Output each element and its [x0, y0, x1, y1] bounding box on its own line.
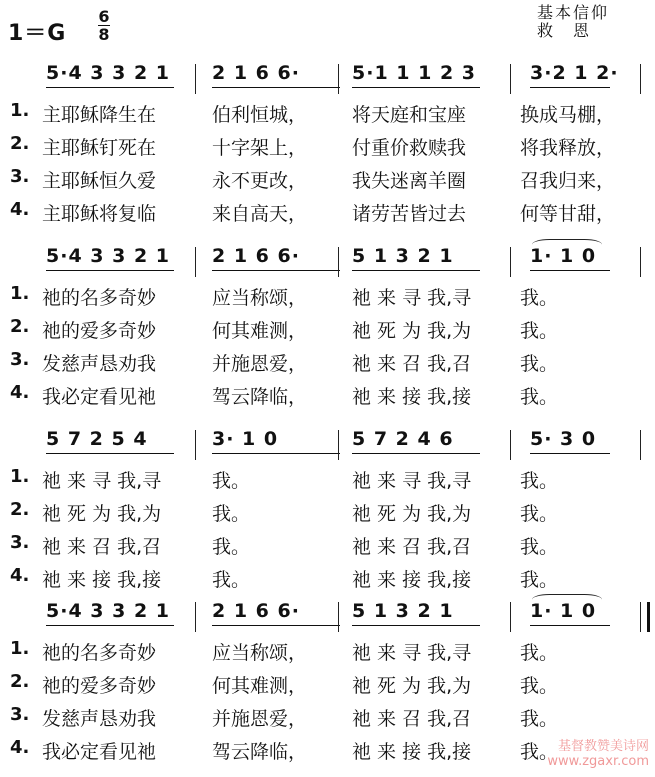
verse-number: 3. — [10, 166, 30, 187]
lyric-phrase: 祂 死 为 我,为 — [352, 320, 472, 342]
eighth-note-underline — [212, 270, 340, 271]
barline — [338, 247, 339, 277]
lyric-phrase: 何等甘甜， — [520, 203, 616, 225]
credit-category: 基本信仰 — [537, 3, 610, 22]
lyric-phrase: 换成马棚， — [520, 104, 616, 126]
verse-number: 4. — [10, 565, 30, 586]
tie-slur — [532, 594, 602, 605]
lyric-phrase: 我。 — [520, 642, 559, 664]
barline — [640, 430, 641, 460]
lyric-phrase: 祂 死 为 我,为 — [352, 503, 472, 525]
verse-number: 4. — [10, 737, 30, 758]
measure-notes: 5·4 3 3 2 1 — [46, 62, 170, 84]
verse-number: 1. — [10, 638, 30, 659]
eighth-note-underline — [46, 87, 174, 88]
time-signature-bottom: 8 — [98, 25, 110, 44]
barline — [510, 64, 511, 94]
measure-notes: 5 1 3 2 1 — [352, 245, 454, 267]
eighth-note-underline — [212, 87, 340, 88]
measure-notes: 5·1 1 1 2 3 — [352, 62, 476, 84]
key-signature: 1＝G — [8, 21, 67, 46]
lyric-phrase: 我。 — [520, 503, 559, 525]
lyric-phrase: 祂 来 接 我,接 — [42, 569, 162, 591]
lyric-phrase: 我。 — [520, 536, 559, 558]
barline — [640, 602, 641, 632]
barline — [640, 64, 641, 94]
lyric-phrase: 主耶稣将复临 — [42, 203, 157, 225]
eighth-note-underline — [352, 625, 480, 626]
lyric-phrase: 祂 来 接 我,接 — [352, 741, 472, 763]
verse-number: 2. — [10, 671, 30, 692]
lyric-phrase: 我。 — [212, 569, 251, 591]
eighth-note-underline — [530, 453, 610, 454]
lyric-phrase: 召我归来， — [520, 170, 616, 192]
lyric-phrase: 驾云降临， — [212, 741, 308, 763]
lyric-phrase: 祂 来 召 我,召 — [42, 536, 162, 558]
barline — [338, 602, 339, 632]
verse-number: 3. — [10, 704, 30, 725]
barline — [195, 430, 196, 460]
lyric-phrase: 应当称颂， — [212, 642, 308, 664]
lyric-phrase: 我。 — [520, 470, 559, 492]
barline — [195, 247, 196, 277]
measure-notes: 5·4 3 3 2 1 — [46, 600, 170, 622]
verse-number: 4. — [10, 199, 30, 220]
lyric-phrase: 祂 来 召 我,召 — [352, 353, 472, 375]
barline — [510, 247, 511, 277]
tie-slur — [532, 239, 602, 250]
barline — [640, 247, 641, 277]
lyric-phrase: 我必定看见祂 — [42, 741, 157, 763]
eighth-note-underline — [530, 625, 610, 626]
lyric-phrase: 主耶稣钉死在 — [42, 137, 157, 159]
verse-number: 2. — [10, 316, 30, 337]
lyric-phrase: 祂的名多奇妙 — [42, 287, 157, 309]
lyric-phrase: 将天庭和宝座 — [352, 104, 467, 126]
lyric-phrase: 祂的爱多奇妙 — [42, 675, 157, 697]
lyric-phrase: 十字架上， — [212, 137, 308, 159]
verse-number: 2. — [10, 499, 30, 520]
verse-number: 3. — [10, 349, 30, 370]
barline — [195, 602, 196, 632]
barline — [195, 64, 196, 94]
eighth-note-underline — [530, 87, 610, 88]
lyric-phrase: 祂 来 寻 我,寻 — [352, 470, 472, 492]
barline — [338, 430, 339, 460]
lyric-phrase: 应当称颂， — [212, 287, 308, 309]
eighth-note-underline — [530, 270, 610, 271]
lyric-phrase: 我。 — [212, 503, 251, 525]
lyric-phrase: 我。 — [212, 470, 251, 492]
verse-number: 3. — [10, 532, 30, 553]
credit-subcategory: 救 恩 — [537, 21, 592, 40]
eighth-note-underline — [46, 453, 174, 454]
barline — [510, 430, 511, 460]
verse-number: 2. — [10, 133, 30, 154]
lyric-phrase: 祂 来 接 我,接 — [352, 569, 472, 591]
lyric-phrase: 我。 — [520, 320, 559, 342]
lyric-phrase: 伯利恒城， — [212, 104, 308, 126]
lyric-phrase: 我。 — [520, 569, 559, 591]
barline — [510, 602, 511, 632]
lyric-phrase: 来自高天， — [212, 203, 308, 225]
final-barline — [647, 602, 650, 632]
measure-notes: 1· 1 0 — [530, 245, 597, 267]
eighth-note-underline — [352, 453, 480, 454]
measure-notes: 3· 1 0 — [212, 428, 279, 450]
watermark — [547, 739, 649, 769]
lyric-phrase: 祂的名多奇妙 — [42, 642, 157, 664]
lyric-phrase: 祂 来 接 我,接 — [352, 386, 472, 408]
verse-number: 1. — [10, 100, 30, 121]
watermark-url: www.zgaxr.com — [547, 754, 649, 769]
lyric-phrase: 祂 死 为 我,为 — [352, 675, 472, 697]
measure-notes: 5·4 3 3 2 1 — [46, 245, 170, 267]
measure-notes: 2 1 6 6· — [212, 245, 300, 267]
lyric-phrase: 主耶稣恒久爱 — [42, 170, 157, 192]
measure-notes: 5 7 2 5 4 — [46, 428, 148, 450]
eighth-note-underline — [352, 87, 480, 88]
eighth-note-underline — [212, 453, 340, 454]
barline — [338, 64, 339, 94]
measure-notes: 5 7 2 4 6 — [352, 428, 454, 450]
measure-notes: 2 1 6 6· — [212, 600, 300, 622]
lyric-phrase: 我。 — [520, 708, 559, 730]
measure-notes: 3·2 1 2· — [530, 62, 619, 84]
measure-notes: 5 1 3 2 1 — [352, 600, 454, 622]
lyric-phrase: 我。 — [520, 353, 559, 375]
lyric-phrase: 我。 — [520, 386, 559, 408]
lyric-phrase: 驾云降临， — [212, 386, 308, 408]
lyric-phrase: 何其难测， — [212, 320, 308, 342]
lyric-phrase: 祂 来 寻 我,寻 — [42, 470, 162, 492]
lyric-phrase: 我。 — [520, 675, 559, 697]
lyric-phrase: 付重价救赎我 — [352, 137, 467, 159]
verse-number: 4. — [10, 382, 30, 403]
eighth-note-underline — [46, 270, 174, 271]
lyric-phrase: 我必定看见祂 — [42, 386, 157, 408]
lyric-phrase: 并施恩爱， — [212, 708, 308, 730]
lyric-phrase: 诸劳苦皆过去 — [352, 203, 467, 225]
verse-number: 1. — [10, 466, 30, 487]
lyric-phrase: 祂 死 为 我,为 — [42, 503, 162, 525]
lyric-phrase: 我。 — [520, 741, 559, 763]
lyric-phrase: 祂 来 召 我,召 — [352, 708, 472, 730]
lyric-phrase: 发慈声恳劝我 — [42, 353, 157, 375]
watermark-site-name: 基督教赞美诗网 — [557, 739, 649, 754]
lyric-phrase: 我失迷离羊圈 — [352, 170, 467, 192]
lyric-phrase: 何其难测， — [212, 675, 308, 697]
time-signature — [97, 8, 111, 43]
eighth-note-underline — [352, 270, 480, 271]
measure-notes: 2 1 6 6· — [212, 62, 300, 84]
measure-notes: 1· 1 0 — [530, 600, 597, 622]
measure-notes: 5· 3 0 — [530, 428, 597, 450]
eighth-note-underline — [46, 625, 174, 626]
lyric-phrase: 并施恩爱， — [212, 353, 308, 375]
time-signature-top: 6 — [98, 7, 110, 26]
lyric-phrase: 祂 来 寻 我,寻 — [352, 642, 472, 664]
lyric-phrase: 我。 — [212, 536, 251, 558]
eighth-note-underline — [212, 625, 340, 626]
lyric-phrase: 主耶稣降生在 — [42, 104, 157, 126]
lyric-phrase: 祂的爱多奇妙 — [42, 320, 157, 342]
verse-number: 1. — [10, 283, 30, 304]
lyric-phrase: 我。 — [520, 287, 559, 309]
lyric-phrase: 祂 来 召 我,召 — [352, 536, 472, 558]
lyric-phrase: 永不更改， — [212, 170, 308, 192]
lyric-phrase: 祂 来 寻 我,寻 — [352, 287, 472, 309]
lyric-phrase: 将我释放， — [520, 137, 616, 159]
lyric-phrase: 发慈声恳劝我 — [42, 708, 157, 730]
